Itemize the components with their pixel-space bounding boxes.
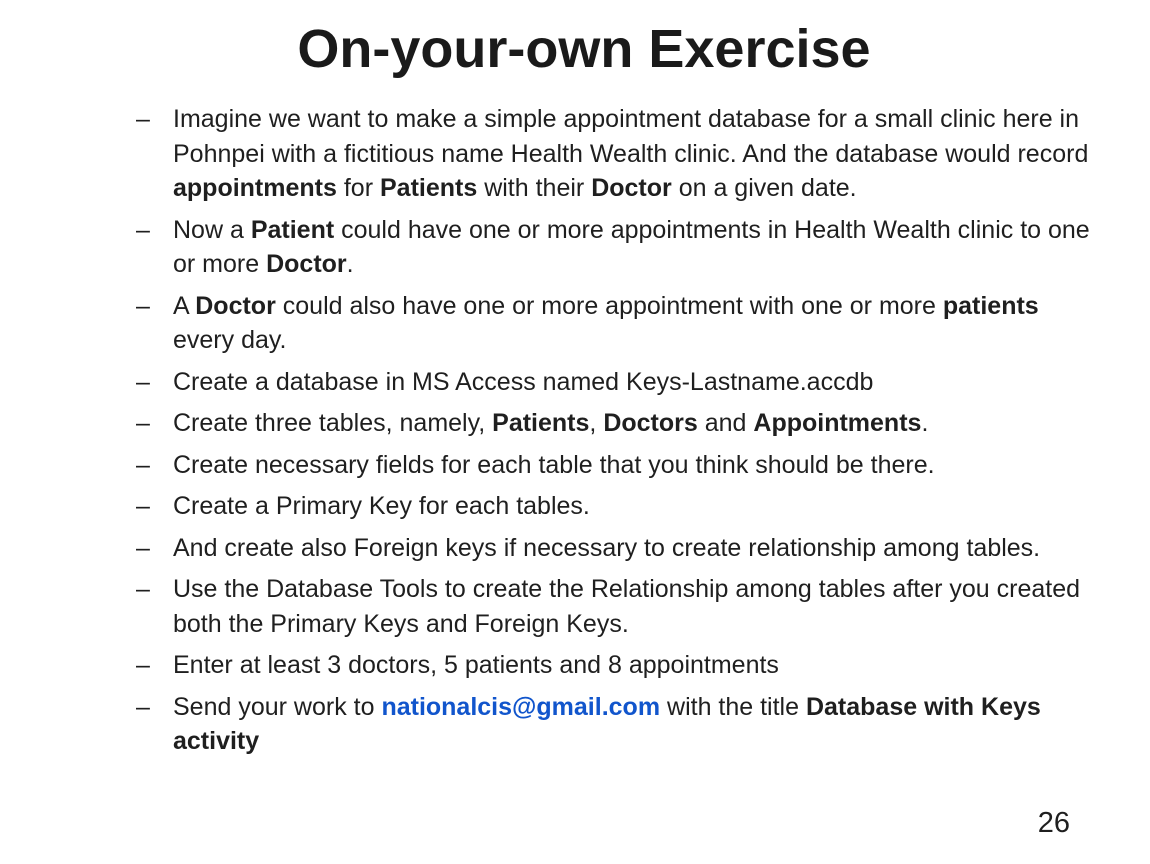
text-segment: Use the Database Tools to create the Relationship among tables after you created both the Primary Keys and Foreign Keys.: [173, 575, 1081, 638]
text-segment: A: [173, 291, 196, 320]
bullet-item: [136, 648, 1096, 683]
bullet-text: [173, 105, 1088, 202]
text-segment: for: [336, 174, 380, 202]
text-segment: Create a Primary Key for each tables.: [173, 492, 590, 520]
text-segment: every day.: [173, 326, 287, 354]
text-segment: with their: [477, 174, 592, 202]
text-segment: .: [346, 250, 354, 278]
bullet-text: [173, 693, 1041, 756]
bullet-text: [173, 216, 1090, 279]
text-segment: Create necessary fields for each table that you think should be there.: [173, 450, 935, 479]
bullet-list: [136, 102, 1096, 766]
bullet-dash: –: [136, 651, 150, 679]
bullet-item: [136, 572, 1096, 641]
bullet-item: [136, 531, 1096, 566]
bullet-item: [136, 448, 1096, 483]
bullet-dash: –: [136, 492, 150, 520]
text-segment: And create also Foreign keys if necessary to create relationship among tables.: [173, 533, 1041, 562]
bullet-item: [136, 489, 1096, 524]
bold-term: Doctor: [195, 291, 276, 320]
bold-term: Patients: [379, 174, 478, 202]
text-segment: Now a: [173, 215, 251, 244]
bullet-dash: –: [136, 105, 150, 133]
bullet-item: [136, 690, 1096, 759]
bold-term: Appointments: [753, 409, 922, 437]
bullet-item: [136, 213, 1096, 282]
bold-term: Doctor: [266, 250, 347, 278]
bullet-dash: –: [136, 692, 150, 721]
bullet-text: [173, 292, 1039, 355]
bullet-dash: –: [136, 409, 150, 437]
bullet-text: [173, 575, 1080, 638]
text-segment: Send your work to: [173, 692, 382, 721]
bullet-dash: –: [136, 575, 150, 603]
text-segment: with the title: [660, 692, 806, 721]
text-segment: and: [697, 409, 754, 437]
bullet-text: [173, 534, 1040, 562]
text-segment: ,: [589, 409, 604, 437]
text-segment: Imagine we want to make a simple appointment database for a small clinic here in Pohnpei with a fictitious name Health Wealth clinic. And the database would record: [173, 105, 1089, 168]
bullet-dash: –: [136, 450, 150, 479]
bullet-item: [136, 406, 1096, 441]
bold-term: Patients: [492, 409, 590, 437]
text-segment: could have one or more appointments in Health Wealth clinic to one or more: [173, 215, 1090, 278]
text-segment: on a given date.: [671, 174, 857, 202]
bold-term: Doctors: [603, 409, 698, 437]
bullet-dash: –: [136, 367, 150, 396]
email-link[interactable]: nationalcis@gmail.com: [381, 692, 661, 721]
text-segment: Create a database in MS Access named Keys-Lastname.accdb: [173, 367, 874, 396]
page-number: 26: [1037, 807, 1070, 839]
bold-term: Doctor: [591, 174, 672, 202]
text-segment: .: [921, 409, 929, 437]
bullet-text: [173, 451, 935, 479]
bold-term: Database with Keys activity: [173, 692, 1041, 755]
bullet-text: [173, 368, 873, 396]
bullet-item: [136, 289, 1096, 358]
bullet-dash: –: [136, 291, 150, 320]
text-segment: Create three tables, namely,: [173, 409, 493, 437]
bullet-dash: –: [136, 533, 150, 562]
bullet-item: [136, 365, 1096, 400]
bold-term: appointments: [173, 174, 337, 202]
bullet-text: [173, 409, 928, 437]
bullet-dash: –: [136, 215, 150, 244]
bullet-item: [136, 102, 1096, 206]
bullet-text: [173, 651, 779, 679]
bold-term: Patient: [250, 215, 335, 244]
bold-term: patients: [942, 291, 1039, 320]
bullet-text: [173, 492, 590, 520]
text-segment: Enter at least 3 doctors, 5 patients and 8 appointments: [173, 651, 779, 679]
text-segment: could also have one or more appointment with one or more: [275, 291, 943, 320]
slide-title: On-your-own Exercise: [297, 19, 871, 79]
